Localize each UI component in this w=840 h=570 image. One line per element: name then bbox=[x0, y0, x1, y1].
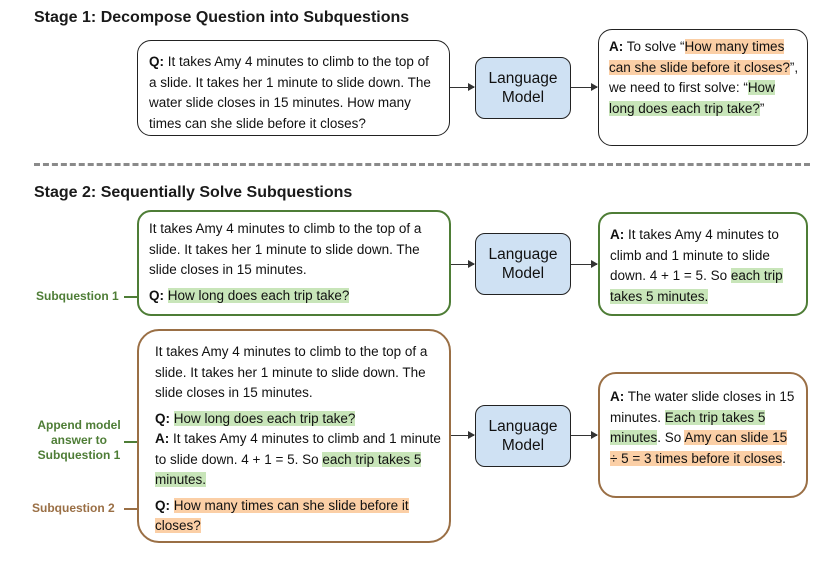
answer-text-3: ” bbox=[759, 100, 765, 116]
answer-highlight-orange: Amy can slide 15 ÷ 5 = 3 times before it closes bbox=[610, 430, 788, 466]
answer-highlight-subquestion1: How long does each trip take? bbox=[609, 80, 775, 116]
stage1-arrow-in bbox=[450, 87, 474, 88]
stage1-language-model bbox=[475, 57, 571, 119]
row1-arrow-in bbox=[451, 264, 474, 265]
subquestion2-highlight: How many times can she slide before it closes? bbox=[155, 497, 409, 533]
answer-highlight-green: Each trip takes 5 minutes bbox=[610, 409, 766, 445]
row2-answer1 bbox=[155, 429, 441, 491]
subquestion1-connector bbox=[124, 296, 137, 298]
row1-language-model bbox=[475, 233, 571, 295]
subquestion1-label: Subquestion 1 bbox=[36, 289, 119, 303]
subquestion1-highlight: How long does each trip take? bbox=[173, 410, 356, 426]
append-answer-connector bbox=[124, 441, 137, 443]
question-prefix: Q: bbox=[149, 54, 164, 69]
stage1-answer-box bbox=[598, 29, 808, 146]
subquestion2-connector bbox=[124, 508, 137, 510]
answer-text-3: . bbox=[782, 450, 786, 466]
question-prefix: Q: bbox=[155, 497, 170, 513]
model-label-line2: Model bbox=[501, 89, 545, 106]
answer-highlight: each trip takes 5 minutes. bbox=[610, 268, 783, 304]
stage1-title: Stage 1: Decompose Question into Subquestions bbox=[34, 9, 410, 26]
subquestion2-prompt-box bbox=[137, 329, 451, 543]
row2-answer-box bbox=[598, 372, 808, 498]
append-answer-label bbox=[34, 418, 124, 463]
model-label-line2: Model bbox=[501, 437, 545, 454]
answer-prefix: A: bbox=[610, 227, 625, 242]
answer-prefix: A: bbox=[610, 389, 625, 404]
stage1-arrow-out bbox=[571, 87, 597, 88]
stage1-answer-text bbox=[609, 37, 799, 119]
answer-text-1: The water slide closes in 15 minutes. bbox=[610, 389, 795, 425]
stage-divider bbox=[34, 163, 810, 166]
row1-context: It takes Amy 4 minutes to climb to the top of a slide. It takes her 1 minute to slide down. The slide closes in 15 minutes. bbox=[149, 221, 422, 277]
append-label-line2: answer to bbox=[50, 433, 107, 447]
question-prefix: Q: bbox=[155, 410, 170, 426]
answer-text: It takes Amy 4 minutes to climb and 1 minute to slide down. 4 + 1 = 5. So bbox=[610, 227, 779, 283]
answer-prefix: A: bbox=[155, 431, 170, 446]
row2-question1 bbox=[155, 409, 441, 430]
answer-highlight: each trip takes 5 minutes. bbox=[155, 451, 422, 487]
row2-answer-text bbox=[610, 387, 798, 469]
model-label-line1: Language bbox=[488, 246, 558, 263]
subquestion1-prompt-box bbox=[137, 210, 451, 316]
row2-context: It takes Amy 4 minutes to climb to the top of a slide. It takes her 1 minute to slide down. The slide closes in 15 minutes. bbox=[155, 344, 428, 400]
row1-answer-box bbox=[598, 212, 808, 316]
stage1-question-text bbox=[149, 52, 437, 134]
answer-highlight-subquestion2: How many times can she slide before it closes? bbox=[609, 39, 790, 75]
row1-question bbox=[149, 286, 441, 307]
row1-answer-text bbox=[610, 225, 798, 307]
model-label-line1: Language bbox=[488, 418, 558, 435]
row2-arrow-out bbox=[571, 435, 597, 436]
answer-text: It takes Amy 4 minutes to climb and 1 minute to slide down. 4 + 1 = 5. So bbox=[155, 431, 441, 467]
row2-question2 bbox=[155, 496, 441, 537]
answer-prefix: A: bbox=[609, 39, 624, 54]
answer-text-2: ”, we need to first solve: “ bbox=[609, 59, 799, 95]
row2-arrow-in bbox=[451, 435, 474, 436]
append-label-line3: Subquestion 1 bbox=[37, 448, 121, 462]
stage2-title: Stage 2: Sequentially Solve Subquestions bbox=[34, 184, 353, 201]
answer-text-2: . So bbox=[657, 430, 685, 445]
question-body: It takes Amy 4 minutes to climb to the top of a slide. It takes her 1 minute to slide down. The water slide closes in 15 minutes. How many times can she slide before it closes? bbox=[149, 54, 431, 131]
question-prefix: Q: bbox=[149, 287, 164, 303]
append-label-line1: Append model bbox=[37, 418, 121, 432]
model-label-line2: Model bbox=[501, 265, 545, 282]
model-label-line1: Language bbox=[488, 70, 558, 87]
subquestion1-highlight: How long does each trip take? bbox=[167, 287, 350, 303]
subquestion2-label: Subquestion 2 bbox=[32, 501, 115, 515]
stage1-question-box bbox=[137, 40, 450, 136]
answer-text-1: To solve “ bbox=[626, 39, 685, 54]
row2-language-model bbox=[475, 405, 571, 467]
row1-arrow-out bbox=[571, 264, 597, 265]
